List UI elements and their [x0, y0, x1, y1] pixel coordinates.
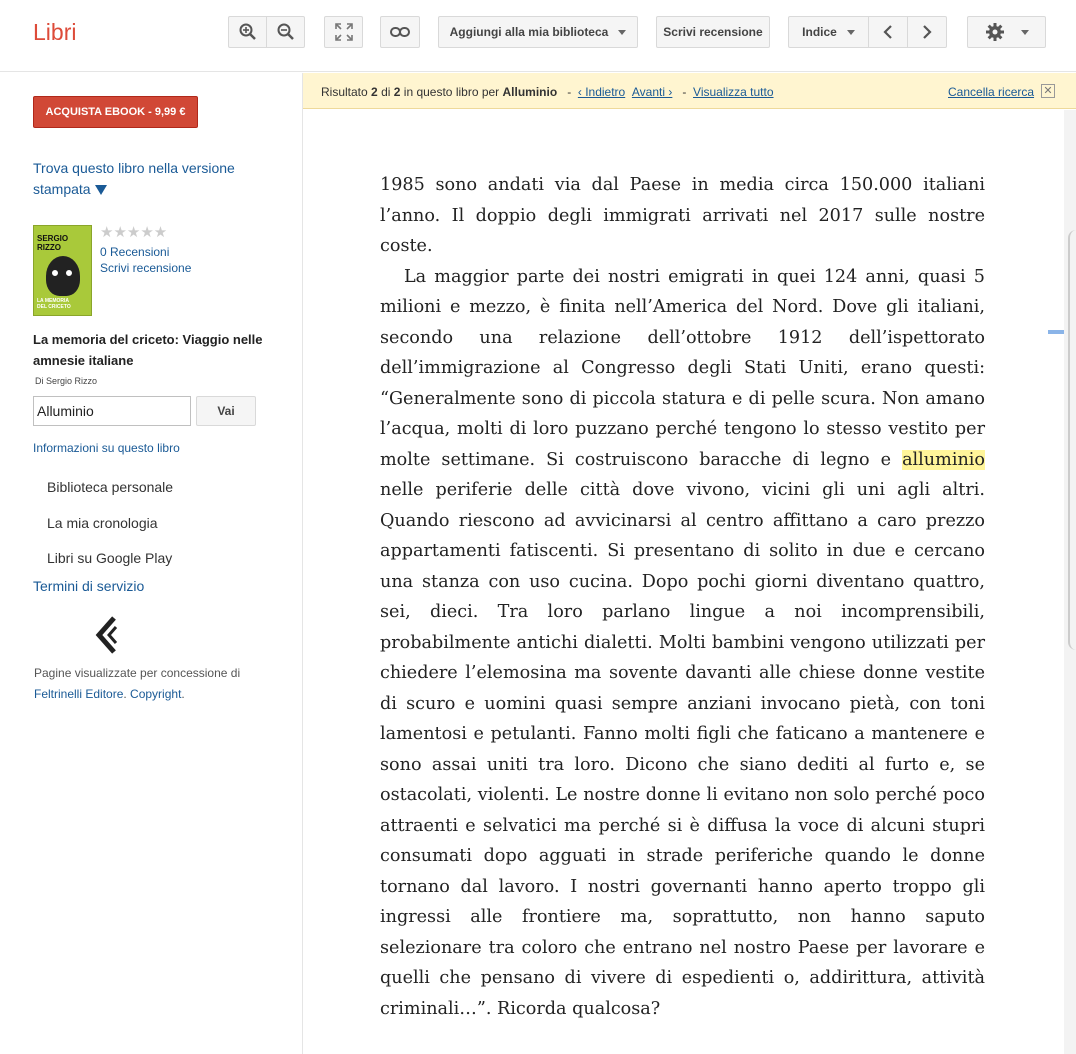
find-print-link[interactable]: [33, 158, 263, 200]
chevron-down-icon: [618, 30, 626, 35]
index-label: Indice: [802, 25, 837, 39]
copyright-link[interactable]: Copyright: [130, 687, 182, 701]
cover-author: SERGIO RIZZO: [37, 234, 69, 252]
fullscreen-icon: [335, 23, 353, 41]
add-to-library-button[interactable]: [438, 16, 638, 48]
search-go-button[interactable]: Vai: [196, 396, 256, 426]
zoom-out-icon: [277, 23, 295, 41]
index-button[interactable]: [788, 16, 869, 48]
previous-page-button[interactable]: [868, 16, 908, 48]
rating-stars[interactable]: ★★★★★: [100, 224, 168, 241]
sidebar-item-personal-library[interactable]: Biblioteca personale: [47, 479, 174, 495]
search-result-bar: [303, 73, 1076, 109]
write-review-button[interactable]: [656, 16, 770, 48]
app-logo[interactable]: Libri: [33, 19, 77, 45]
search-in-book-input[interactable]: [33, 396, 191, 426]
sidebar-item-google-play[interactable]: Libri su Google Play: [47, 550, 173, 566]
clear-search-link[interactable]: Cancella ricerca: [948, 85, 1035, 99]
book-cover[interactable]: [33, 225, 92, 316]
result-forward-link[interactable]: Avanti ›: [631, 85, 673, 99]
reviews-block: [100, 244, 191, 276]
page-paragraph: La maggior parte dei nostri emigrati in quei 124 anni, quasi 5 milioni e mezzo, è finita nell’America del Nord. Dove gli italiani, secondo una relazione dell’ottobre 1912 dell’ispettorato dell’immigrazione al Congresso degli Stati Uniti, erano questi: “Generalmente sono di piccola statura e di pelle scura. Non amano l’acqua, molti di loro puzzano perché tengono lo stesso vestito per molte settimane. Si costruiscono baracche di legno e alluminio nelle periferie delle città dove vivono, vicini gli uni agli altri. Quando riescono ad avvicinarsi al centro affittano a caro prezzo appartamenti fatiscenti. Si presentano di solito in due e cercano una stanza con uso cucina. Dopo pochi giorni diventano quattro, sei, dieci. Tra loro parlano lingue a noi incomprensibili, probabilmente antichi dialetti. Molti bambini vengono utilizzati per chiedere l’elemosina ma sovente davanti alle chiese donne vestite di scuro e uomini quasi sempre anziani invocano pietà, con toni lamentosi e petulanti. Fanno molti figli che faticano a mantenere e sono assai uniti tra loro. Dicono che siano dediti al furto e, se ostacolati, violenti. Le nostre donne li evitano non solo perché poco attraenti e selvatici ma perché si è diffusa la voce di alcuni stupri consumati dopo agguati in strade periferiche quando le donne tornano dal lavoro. I nostri governanti hanno aperto troppo gli ingressi alle frontiere ma, soprattutto, non hanno saputo selezionare tra coloro che entrano nel nostro Paese per lavorare e quelli che pensano di vivere di espedienti o, addirittura, attività criminali…”. Ricorda qualcosa?: [380, 266, 985, 1019]
zoom-out-button[interactable]: [266, 16, 305, 48]
chevron-left-icon: [882, 24, 894, 40]
result-summary: Risultato 2 di 2 in questo libro per Alluminio - ‹ Indietro Avanti › - Visualizza tutto: [321, 85, 774, 99]
scroll-handle[interactable]: [1068, 230, 1076, 650]
book-title: La memoria del criceto: Viaggio nelle amnesie italiane: [33, 332, 263, 368]
book-author: Di Sergio Rizzo: [35, 376, 98, 386]
scroll-position-marker: [1048, 330, 1064, 334]
book-info-link[interactable]: Informazioni su questo libro: [33, 441, 180, 455]
result-total: 2: [393, 85, 401, 99]
page-paragraph: 1985 sono andati via dal Paese in media circa 150.000 italiani l’anno. Il doppio degli immigrati arrivati nel 2017 sulle nostre coste.: [380, 175, 985, 256]
sidebar-item-history[interactable]: La mia cronologia: [47, 515, 158, 531]
cover-title: LA MEMORIA DEL CRICETO: [37, 298, 71, 310]
chevron-right-icon: [921, 24, 933, 40]
write-review-label: Scrivi recensione: [663, 25, 763, 39]
publisher-logo-icon[interactable]: [94, 616, 120, 659]
zoom-in-icon: [239, 23, 257, 41]
close-icon[interactable]: ✕: [1041, 84, 1055, 98]
hamster-illustration: [46, 256, 80, 296]
buy-ebook-button[interactable]: ACQUISTA EBOOK - 9,99 €: [33, 96, 198, 128]
book-page-viewer[interactable]: [304, 110, 1064, 1054]
reviews-count-link[interactable]: 0 Recensioni: [100, 245, 170, 259]
next-page-button[interactable]: [907, 16, 947, 48]
chevron-down-icon: [1021, 30, 1029, 35]
chevron-down-icon: [847, 30, 855, 35]
publisher-link[interactable]: Feltrinelli Editore: [34, 687, 124, 701]
top-toolbar: [0, 0, 1076, 72]
page-content: [380, 170, 985, 1024]
triangle-down-icon: [95, 185, 107, 195]
result-back-link[interactable]: ‹ Indietro: [577, 85, 626, 99]
settings-button[interactable]: [967, 16, 1046, 48]
link-button[interactable]: [380, 16, 420, 48]
gear-icon: [985, 22, 1005, 42]
terms-of-service-link[interactable]: Termini di servizio: [33, 578, 145, 594]
link-icon: [390, 26, 410, 38]
result-current: 2: [371, 85, 378, 99]
publisher-credit-label: Pagine visualizzate per concessione di: [34, 666, 241, 680]
publisher-credit: Pagine visualizzate per concessione di Feltrinelli Editore. Copyright.: [34, 663, 274, 705]
view-all-link[interactable]: Visualizza tutto: [693, 85, 774, 99]
find-print-label: Trova questo libro nella versione stampata: [33, 160, 235, 197]
left-sidebar: [0, 73, 303, 1054]
add-to-library-label: Aggiungi alla mia biblioteca: [449, 25, 609, 39]
fullscreen-button[interactable]: [324, 16, 363, 48]
result-term: Alluminio: [502, 85, 558, 99]
zoom-in-button[interactable]: [228, 16, 267, 48]
write-review-link[interactable]: Scrivi recensione: [100, 261, 192, 275]
search-highlight: alluminio: [902, 449, 985, 470]
